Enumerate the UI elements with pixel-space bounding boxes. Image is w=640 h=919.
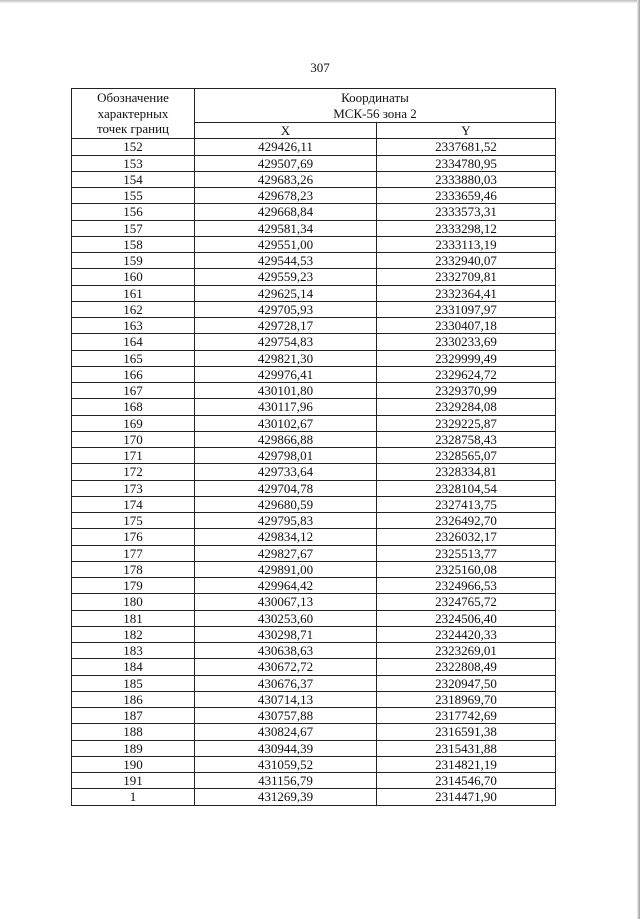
x-coordinate-cell: 429795,83: [195, 513, 377, 529]
x-coordinate-cell: 430757,88: [195, 708, 377, 724]
x-coordinate-cell: 429976,41: [195, 366, 377, 382]
y-coordinate-cell: 2333113,19: [377, 236, 556, 252]
x-coordinate-cell: 429866,88: [195, 431, 377, 447]
table-row: [72, 448, 556, 464]
x-coordinate-cell: 430824,67: [195, 724, 377, 740]
table-row: [72, 301, 556, 317]
y-coordinate-cell: 2327413,75: [377, 496, 556, 512]
point-number-cell: 178: [72, 561, 195, 577]
x-coordinate-cell: 431059,52: [195, 756, 377, 772]
x-coordinate-cell: 429827,67: [195, 545, 377, 561]
x-coordinate-cell: 430676,37: [195, 675, 377, 691]
point-number-cell: 153: [72, 155, 195, 171]
table-row: [72, 366, 556, 382]
y-coordinate-cell: 2316591,38: [377, 724, 556, 740]
y-coordinate-cell: 2328334,81: [377, 464, 556, 480]
x-coordinate-cell: 431269,39: [195, 789, 377, 805]
table-row: [72, 545, 556, 561]
table-row: [72, 659, 556, 675]
point-number-cell: 174: [72, 496, 195, 512]
point-number-cell: 183: [72, 643, 195, 659]
x-coordinate-cell: 429798,01: [195, 448, 377, 464]
point-number-cell: 189: [72, 740, 195, 756]
table-row: [72, 188, 556, 204]
point-number-cell: 163: [72, 318, 195, 334]
y-coordinate-cell: 2324420,33: [377, 626, 556, 642]
point-number-cell: 154: [72, 171, 195, 187]
table-row: [72, 204, 556, 220]
y-coordinate-cell: 2332364,41: [377, 285, 556, 301]
table-row: [72, 691, 556, 707]
x-coordinate-cell: 429705,93: [195, 301, 377, 317]
x-coordinate-cell: 431156,79: [195, 773, 377, 789]
table-row: [72, 529, 556, 545]
table-row: [72, 610, 556, 626]
y-coordinate-cell: 2314821,19: [377, 756, 556, 772]
y-coordinate-cell: 2318969,70: [377, 691, 556, 707]
table-row: [72, 561, 556, 577]
y-coordinate-cell: 2324966,53: [377, 578, 556, 594]
point-number-cell: 186: [72, 691, 195, 707]
x-coordinate-cell: 430638,63: [195, 643, 377, 659]
header-coordinates: [195, 89, 556, 123]
table-row: [72, 285, 556, 301]
y-coordinate-cell: 2315431,88: [377, 740, 556, 756]
table-row: [72, 171, 556, 187]
point-number-cell: 191: [72, 773, 195, 789]
table-row: [72, 496, 556, 512]
x-coordinate-cell: 429728,17: [195, 318, 377, 334]
table-row: [72, 415, 556, 431]
y-coordinate-cell: 2330407,18: [377, 318, 556, 334]
y-coordinate-cell: 2326032,17: [377, 529, 556, 545]
table-row: [72, 626, 556, 642]
x-coordinate-cell: 429733,64: [195, 464, 377, 480]
point-number-cell: 177: [72, 545, 195, 561]
x-coordinate-cell: 429821,30: [195, 350, 377, 366]
y-coordinate-cell: 2325160,08: [377, 561, 556, 577]
table-row: [72, 350, 556, 366]
y-coordinate-cell: 2320947,50: [377, 675, 556, 691]
point-number-cell: 155: [72, 188, 195, 204]
x-coordinate-cell: 430067,13: [195, 594, 377, 610]
table-row: [72, 399, 556, 415]
y-coordinate-cell: 2329624,72: [377, 366, 556, 382]
y-coordinate-cell: 2314546,70: [377, 773, 556, 789]
point-number-cell: 164: [72, 334, 195, 350]
table-row: [72, 594, 556, 610]
table-row: [72, 383, 556, 399]
y-coordinate-cell: 2323269,01: [377, 643, 556, 659]
point-number-cell: 171: [72, 448, 195, 464]
table-row: [72, 789, 556, 805]
point-number-cell: 184: [72, 659, 195, 675]
header-point-line3: точек границ: [96, 121, 170, 137]
x-coordinate-cell: 429964,42: [195, 578, 377, 594]
point-number-cell: 162: [72, 301, 195, 317]
x-coordinate-cell: 430102,67: [195, 415, 377, 431]
x-coordinate-cell: 430101,80: [195, 383, 377, 399]
y-coordinate-cell: 2329370,99: [377, 383, 556, 399]
header-point-line1: Обозначение: [97, 90, 169, 106]
y-coordinate-cell: 2333573,31: [377, 204, 556, 220]
table-row: [72, 756, 556, 772]
x-coordinate-cell: 429680,59: [195, 496, 377, 512]
point-number-cell: 152: [72, 139, 195, 155]
point-number-cell: 169: [72, 415, 195, 431]
x-coordinate-cell: 430253,60: [195, 610, 377, 626]
y-coordinate-cell: 2328104,54: [377, 480, 556, 496]
point-number-cell: 158: [72, 236, 195, 252]
point-number-cell: 175: [72, 513, 195, 529]
table-row: [72, 253, 556, 269]
x-coordinate-cell: 429754,83: [195, 334, 377, 350]
header-point-line2: характерных: [97, 105, 169, 121]
x-coordinate-cell: 429551,00: [195, 236, 377, 252]
point-number-cell: 180: [72, 594, 195, 610]
table-row: [72, 236, 556, 252]
table-header: [72, 89, 556, 139]
y-coordinate-cell: 2331097,97: [377, 301, 556, 317]
point-number-cell: 161: [72, 285, 195, 301]
point-number-cell: 157: [72, 220, 195, 236]
y-coordinate-cell: 2326492,70: [377, 513, 556, 529]
table-row: [72, 773, 556, 789]
table-row: [72, 139, 556, 155]
point-number-cell: 159: [72, 253, 195, 269]
y-coordinate-cell: 2317742,69: [377, 708, 556, 724]
point-number-cell: 1: [72, 789, 195, 805]
table-row: [72, 269, 556, 285]
scan-edge-top: [0, 0, 640, 3]
x-coordinate-cell: 429891,00: [195, 561, 377, 577]
point-number-cell: 187: [72, 708, 195, 724]
y-coordinate-cell: 2329999,49: [377, 350, 556, 366]
point-number-cell: 179: [72, 578, 195, 594]
table-row: [72, 220, 556, 236]
point-number-cell: 185: [72, 675, 195, 691]
y-coordinate-cell: 2333659,46: [377, 188, 556, 204]
y-coordinate-cell: 2333298,12: [377, 220, 556, 236]
point-number-cell: 170: [72, 431, 195, 447]
y-coordinate-cell: 2324506,40: [377, 610, 556, 626]
header-coords-line1: Координаты: [341, 90, 409, 105]
y-coordinate-cell: 2325513,77: [377, 545, 556, 561]
x-coordinate-cell: 429683,26: [195, 171, 377, 187]
point-number-cell: 173: [72, 480, 195, 496]
table-row: [72, 708, 556, 724]
x-coordinate-cell: 429559,23: [195, 269, 377, 285]
point-number-cell: 181: [72, 610, 195, 626]
x-coordinate-cell: 430714,13: [195, 691, 377, 707]
table-row: [72, 724, 556, 740]
y-coordinate-cell: 2328758,43: [377, 431, 556, 447]
header-coords-line2: МСК-56 зона 2: [333, 106, 417, 121]
x-coordinate-cell: 430117,96: [195, 399, 377, 415]
table-row: [72, 464, 556, 480]
point-number-cell: 182: [72, 626, 195, 642]
y-coordinate-cell: 2322808,49: [377, 659, 556, 675]
page-number: 307: [310, 60, 330, 75]
table-row: [72, 675, 556, 691]
y-coordinate-cell: 2324765,72: [377, 594, 556, 610]
point-number-cell: 168: [72, 399, 195, 415]
table-row: [72, 513, 556, 529]
x-coordinate-cell: 429834,12: [195, 529, 377, 545]
point-number-cell: 176: [72, 529, 195, 545]
table-row: [72, 334, 556, 350]
x-coordinate-cell: 429625,14: [195, 285, 377, 301]
header-point-designation: [72, 89, 195, 139]
point-number-cell: 156: [72, 204, 195, 220]
x-coordinate-cell: 430944,39: [195, 740, 377, 756]
y-coordinate-cell: 2337681,52: [377, 139, 556, 155]
x-coordinate-cell: 429668,84: [195, 204, 377, 220]
table-row: [72, 740, 556, 756]
x-coordinate-cell: 429544,53: [195, 253, 377, 269]
y-coordinate-cell: 2333880,03: [377, 171, 556, 187]
y-coordinate-cell: 2328565,07: [377, 448, 556, 464]
x-coordinate-cell: 429704,78: [195, 480, 377, 496]
y-coordinate-cell: 2330233,69: [377, 334, 556, 350]
header-row-1: [72, 89, 556, 123]
header-y: Y: [377, 123, 556, 139]
x-coordinate-cell: 429426,11: [195, 139, 377, 155]
coordinates-table: [71, 88, 556, 806]
table-row: [72, 431, 556, 447]
header-x: X: [195, 123, 377, 139]
x-coordinate-cell: 430298,71: [195, 626, 377, 642]
x-coordinate-cell: 429678,23: [195, 188, 377, 204]
y-coordinate-cell: 2332940,07: [377, 253, 556, 269]
y-coordinate-cell: 2314471,90: [377, 789, 556, 805]
point-number-cell: 165: [72, 350, 195, 366]
table-row: [72, 480, 556, 496]
point-number-cell: 188: [72, 724, 195, 740]
x-coordinate-cell: 429507,69: [195, 155, 377, 171]
table-row: [72, 643, 556, 659]
table-row: [72, 318, 556, 334]
point-number-cell: 172: [72, 464, 195, 480]
x-coordinate-cell: 430672,72: [195, 659, 377, 675]
point-number-cell: 167: [72, 383, 195, 399]
point-number-cell: 160: [72, 269, 195, 285]
point-number-cell: 166: [72, 366, 195, 382]
y-coordinate-cell: 2329225,87: [377, 415, 556, 431]
x-coordinate-cell: 429581,34: [195, 220, 377, 236]
table-row: [72, 578, 556, 594]
table-row: [72, 155, 556, 171]
table-body: [72, 139, 556, 805]
y-coordinate-cell: 2334780,95: [377, 155, 556, 171]
y-coordinate-cell: 2329284,08: [377, 399, 556, 415]
y-coordinate-cell: 2332709,81: [377, 269, 556, 285]
point-number-cell: 190: [72, 756, 195, 772]
